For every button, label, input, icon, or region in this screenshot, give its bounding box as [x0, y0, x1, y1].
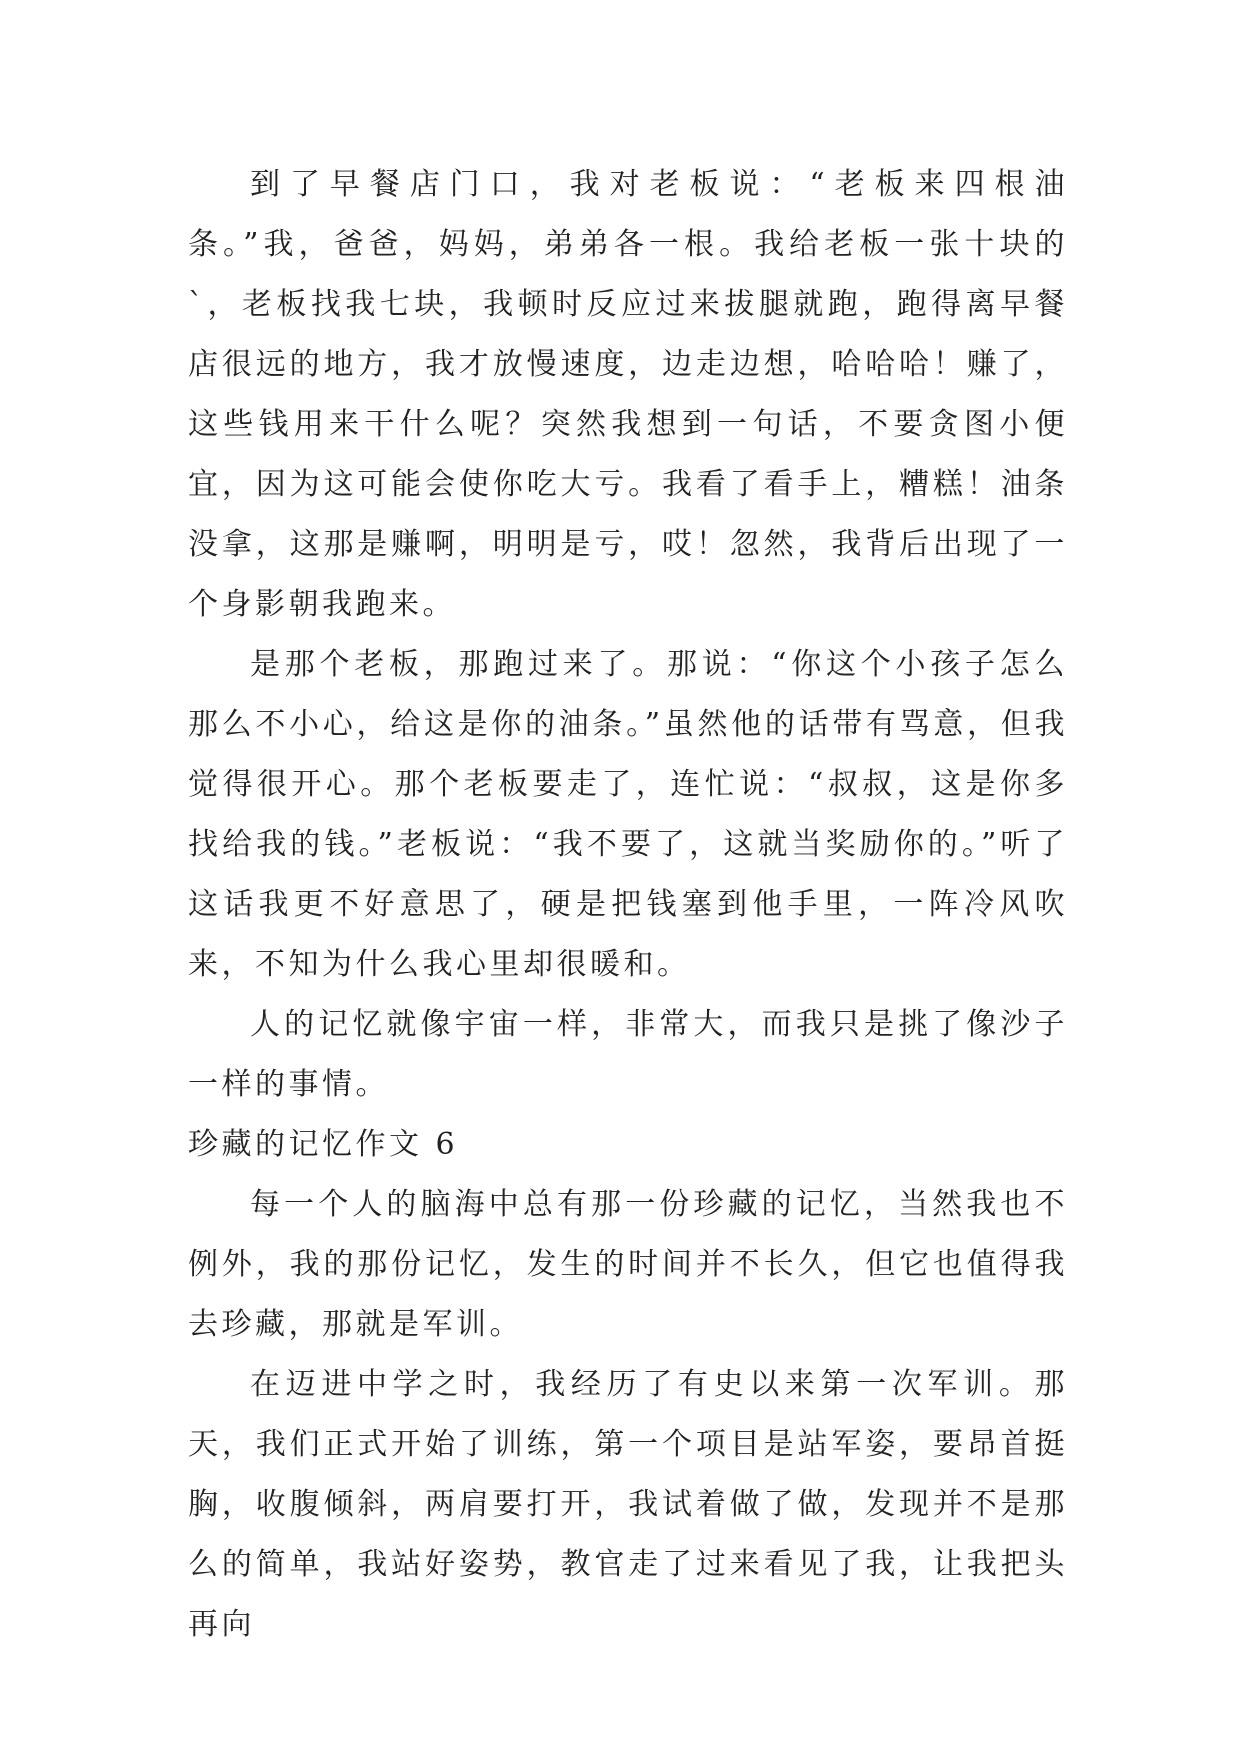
paragraph-breakfast-shop: 到了早餐店门口，我对老板说：“老板来四根油条。”我，爸爸，妈妈，弟弟各一根。我给老板一张十块的`，老板找我七块，我顿时反应过来拔腿就跑，跑得离早餐店很远的地方，我才放慢速度，边走边想，哈哈哈！赚了，这些钱用来干什么呢？突然我想到一句话，不要贪图小便宜，因为这可能会使你吃大亏。我看了看手上，糟糕！油条没拿，这那是赚啊，明明是亏，哎！忽然，我背后出现了一个身影朝我跑来。: [188, 167, 1068, 622]
paragraph-shop-owner: 是那个老板，那跑过来了。那说：“你这个小孩子怎么那么不小心，给这是你的油条。”虽然他的话带有骂意，但我觉得很开心。那个老板要走了，连忙说：“叔叔，这是你多找给我的钱。”老板说：“我不要了，这就当奖励你的。”听了这话我更不好意思了，硬是把钱塞到他手里，一阵冷风吹来，不知为什么我心里却很暖和。: [188, 647, 1068, 982]
paragraph-treasured-memory: 每一个人的脑海中总有那一份珍藏的记忆，当然我也不例外，我的那份记忆，发生的时间并不长久，但它也值得我去珍藏，那就是军训。: [188, 1187, 1068, 1342]
section-title: 珍藏的记忆作文 6: [188, 1127, 459, 1162]
paragraph-memory-universe: 人的记忆就像宇宙一样，非常大，而我只是挑了像沙子一样的事情。: [188, 1007, 1068, 1102]
paragraph-military-training: 在迈进中学之时，我经历了有史以来第一次军训。那天，我们正式开始了训练，第一个项目是站军姿，要昂首挺胸，收腹倾斜，两肩要打开，我试着做了做，发现并不是那么的简单，我站好姿势，教官走了过来看见了我，让我把头再向: [188, 1367, 1068, 1642]
document-body: [188, 155, 1068, 1655]
